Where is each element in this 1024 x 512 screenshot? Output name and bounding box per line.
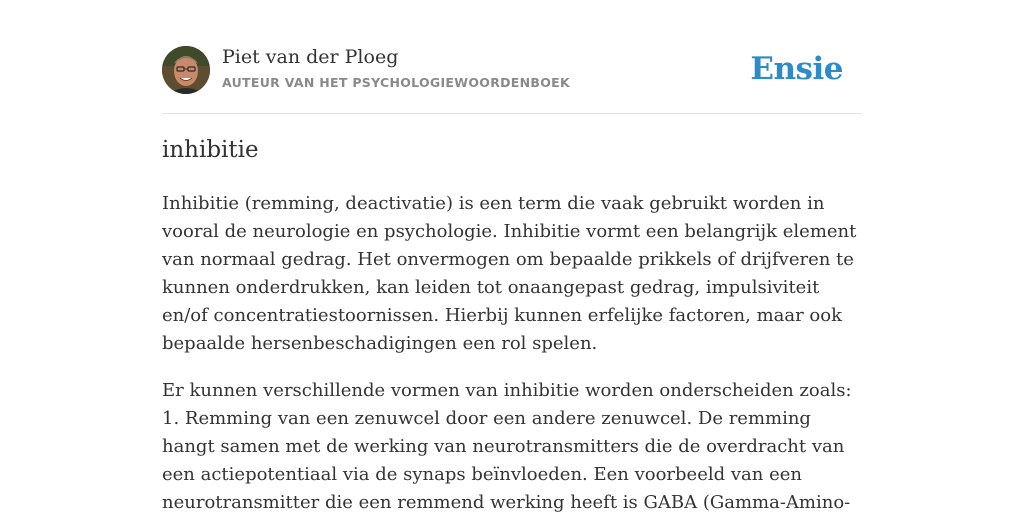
article-paragraph: Inhibitie (remming, deactivatie) is een term die vaak gebruikt worden in vooral de neurologie en psychologie. Inhibitie vormt een belangrijk element van normaal gedrag. Het onvermogen om bepaalde prikkels of drijfveren te kunnen onderdrukken, kan leiden tot onaangepast gedrag, impulsiviteit en/of concentratiestoornissen. Hierbij kunnen erfelijke factoren, maar ook bepaalde hersenbeschadigingen een rol spelen. (162, 193, 857, 354)
article-header (162, 46, 862, 96)
author-portrait-icon (162, 46, 210, 94)
author-avatar[interactable] (162, 46, 210, 94)
author-name[interactable]: Piet van der Ploeg (222, 46, 399, 68)
header-divider (162, 113, 862, 114)
author-role: AUTEUR VAN HET PSYCHOLOGIEWOORDENBOEK (222, 75, 570, 90)
ensie-logo[interactable]: Ensie (750, 51, 843, 87)
article-title: inhibitie (162, 137, 259, 163)
article-paragraph: Er kunnen verschillende vormen van inhibitie worden onderscheiden zoals: 1. Remming van een zenuwcel door een andere zenuwcel. De remming hangt samen met de werking van neurotransmitters die de overdracht van een actiepotentiaal via de synaps beïnvloeden. Een voorbeeld van een neurotransmitter die een remmend werking heeft is GABA (Gamma-Amino- (162, 380, 852, 512)
article-body (162, 190, 862, 512)
